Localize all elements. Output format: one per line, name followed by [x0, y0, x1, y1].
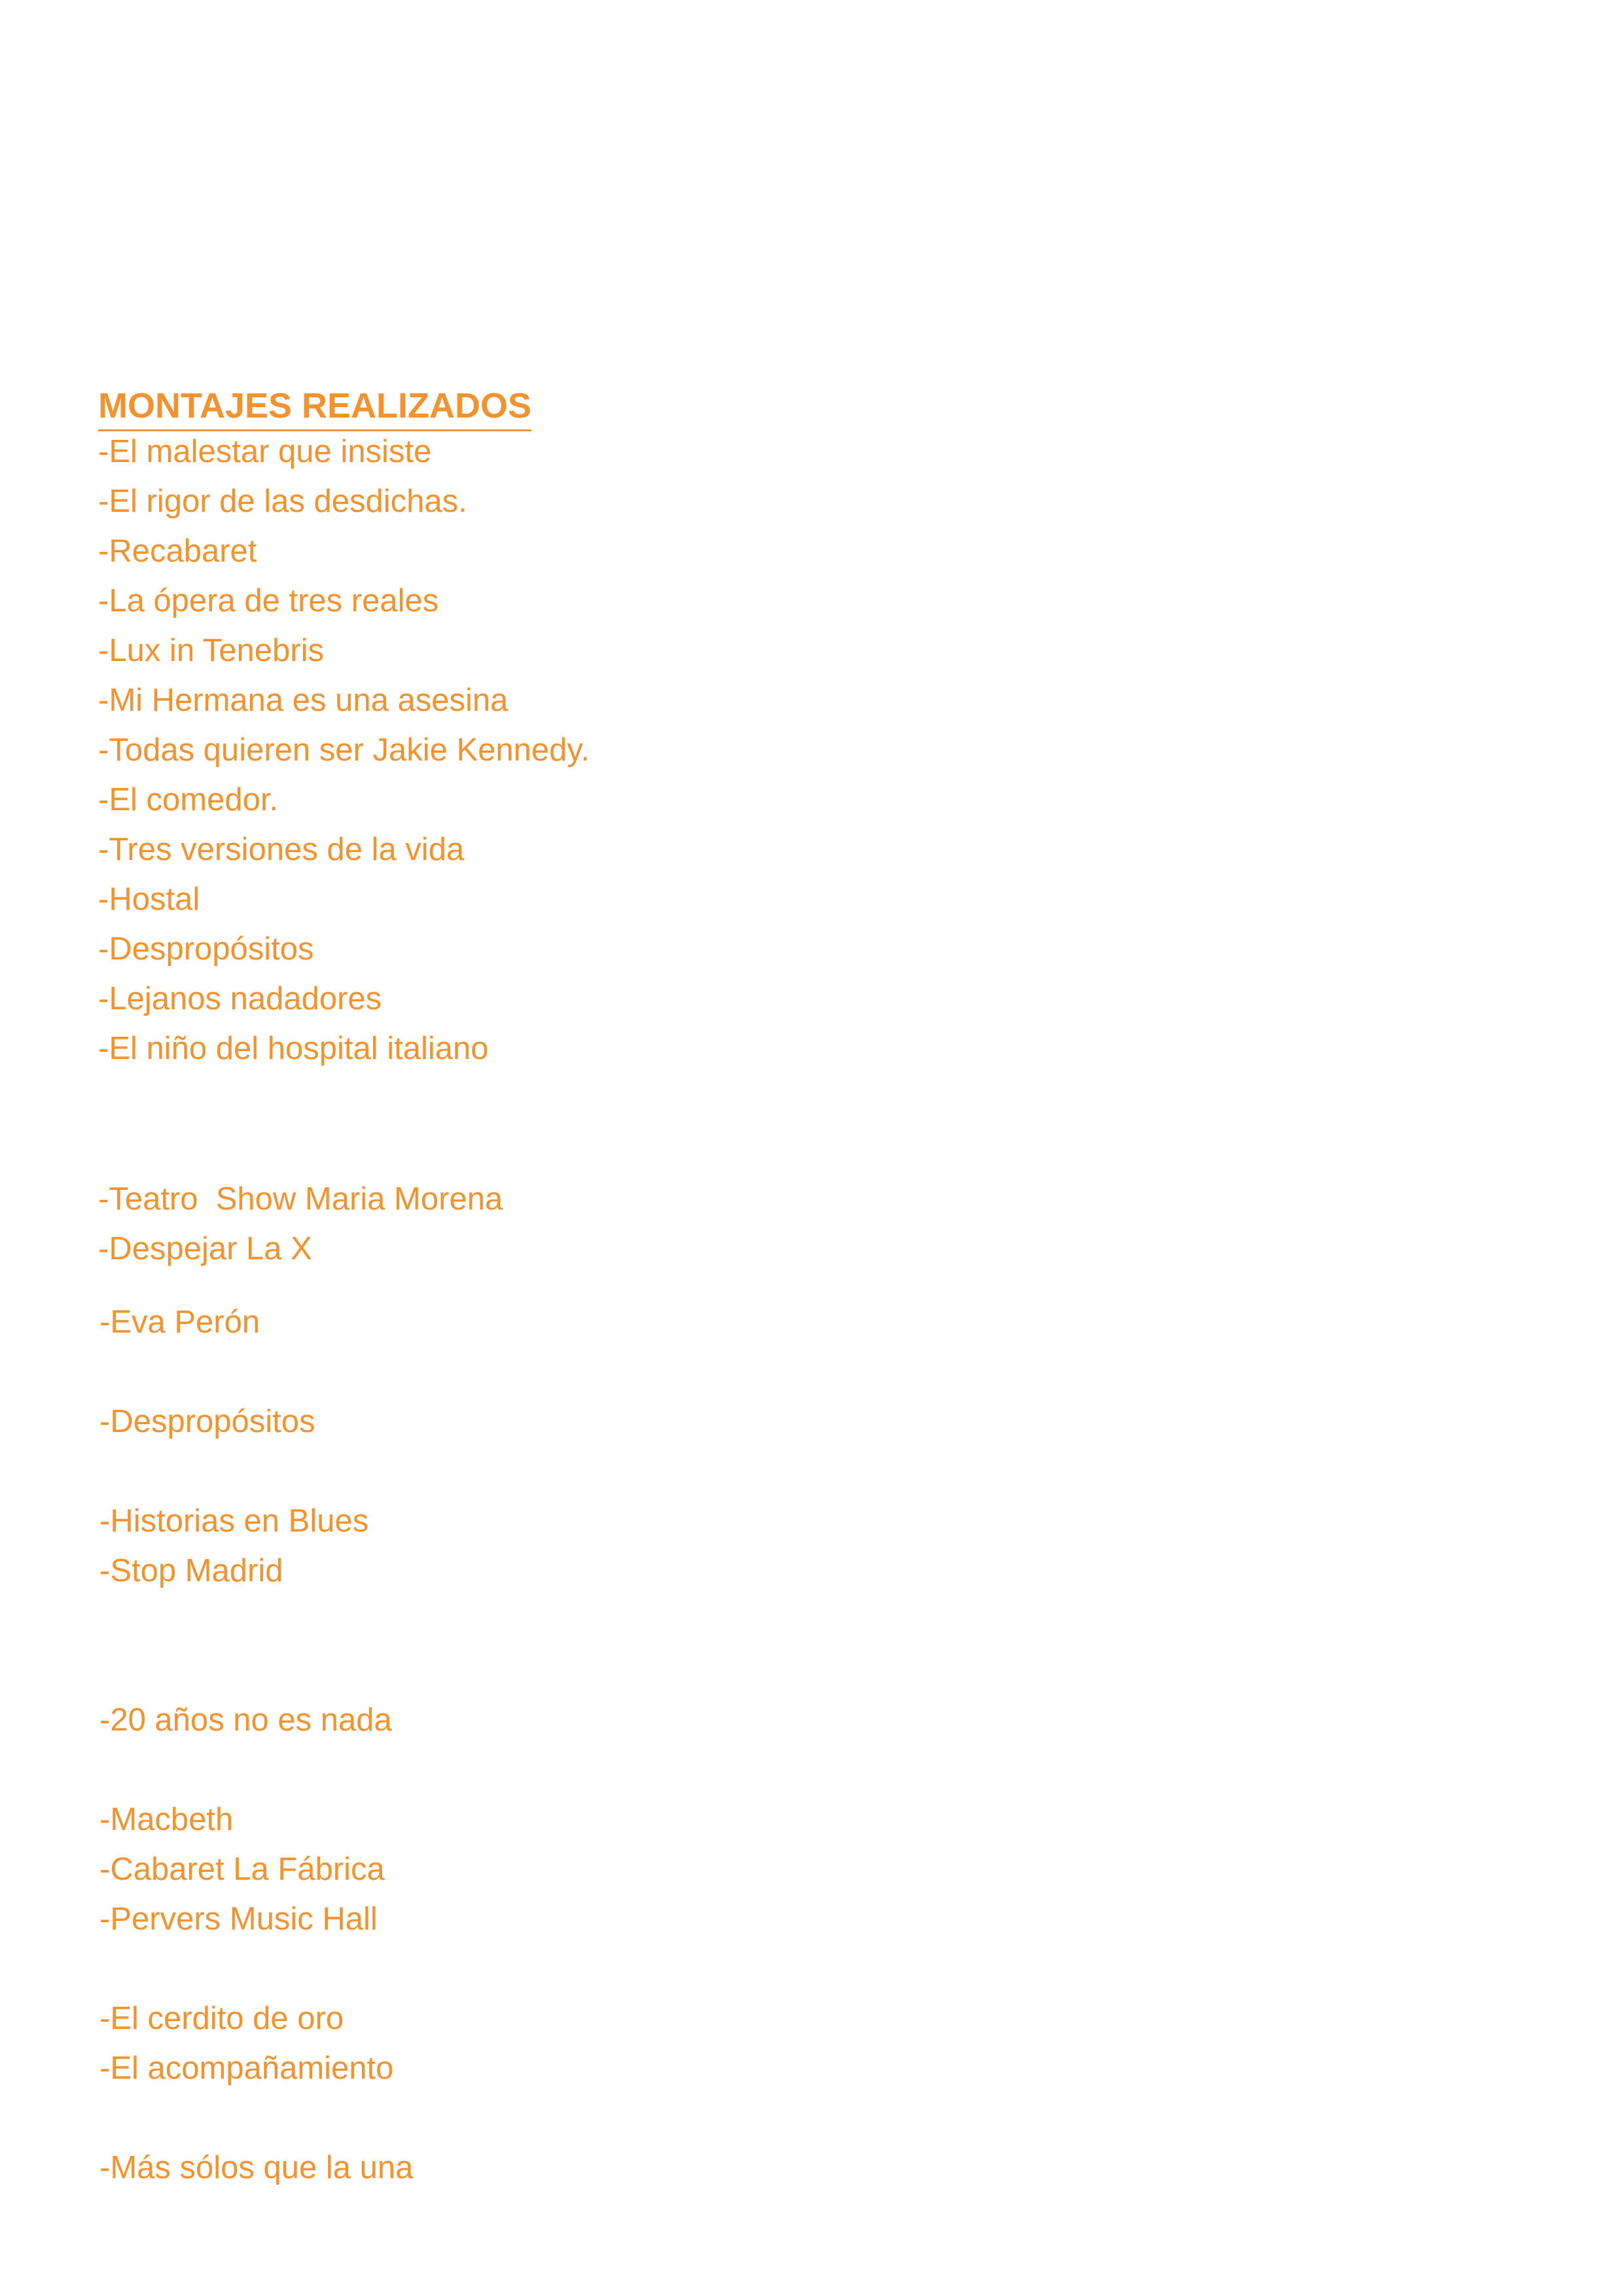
list-item: -Macbeth: [99, 1802, 234, 1837]
list-item: -Despejar La X: [98, 1231, 312, 1266]
list-item: -Recabaret: [98, 533, 257, 569]
list-item: -Cabaret La Fábrica: [99, 1852, 385, 1887]
list-item: -Stop Madrid: [99, 1553, 283, 1588]
list-item: -El rigor de las desdichas.: [98, 484, 467, 519]
list-item: -Todas quieren ser Jakie Kennedy.: [98, 732, 590, 768]
list-item: -El comedor.: [98, 782, 279, 817]
list-item: -El acompañamiento: [99, 2051, 394, 2086]
list-item: -Mi Hermana es una asesina: [98, 683, 508, 718]
list-item: -Lejanos nadadores: [98, 981, 382, 1016]
list-item: -Despropósitos: [99, 1404, 315, 1439]
list-item: -Teatro Show Maria Morena: [98, 1181, 503, 1217]
list-item: -Hostal: [98, 882, 200, 917]
list-item: -El niño del hospital italiano: [98, 1031, 489, 1066]
list-item: -Pervers Music Hall: [99, 1901, 378, 1937]
list-item: -Lux in Tenebris: [98, 633, 325, 668]
section-heading: MONTAJES REALIZADOS: [98, 382, 531, 431]
list-item: -El cerdito de oro: [99, 2001, 344, 2036]
list-item: -20 años no es nada: [99, 1702, 392, 1738]
list-item: -Más sólos que la una: [99, 2150, 414, 2185]
list-item: -La ópera de tres reales: [98, 583, 439, 619]
list-item: -El malestar que insiste: [98, 434, 432, 469]
list-item: -Despropósitos: [98, 931, 314, 967]
list-item: -Historias en Blues: [99, 1503, 369, 1539]
list-item: -Tres versiones de la vida: [98, 832, 465, 867]
list-item: -Eva Perón: [99, 1304, 260, 1340]
